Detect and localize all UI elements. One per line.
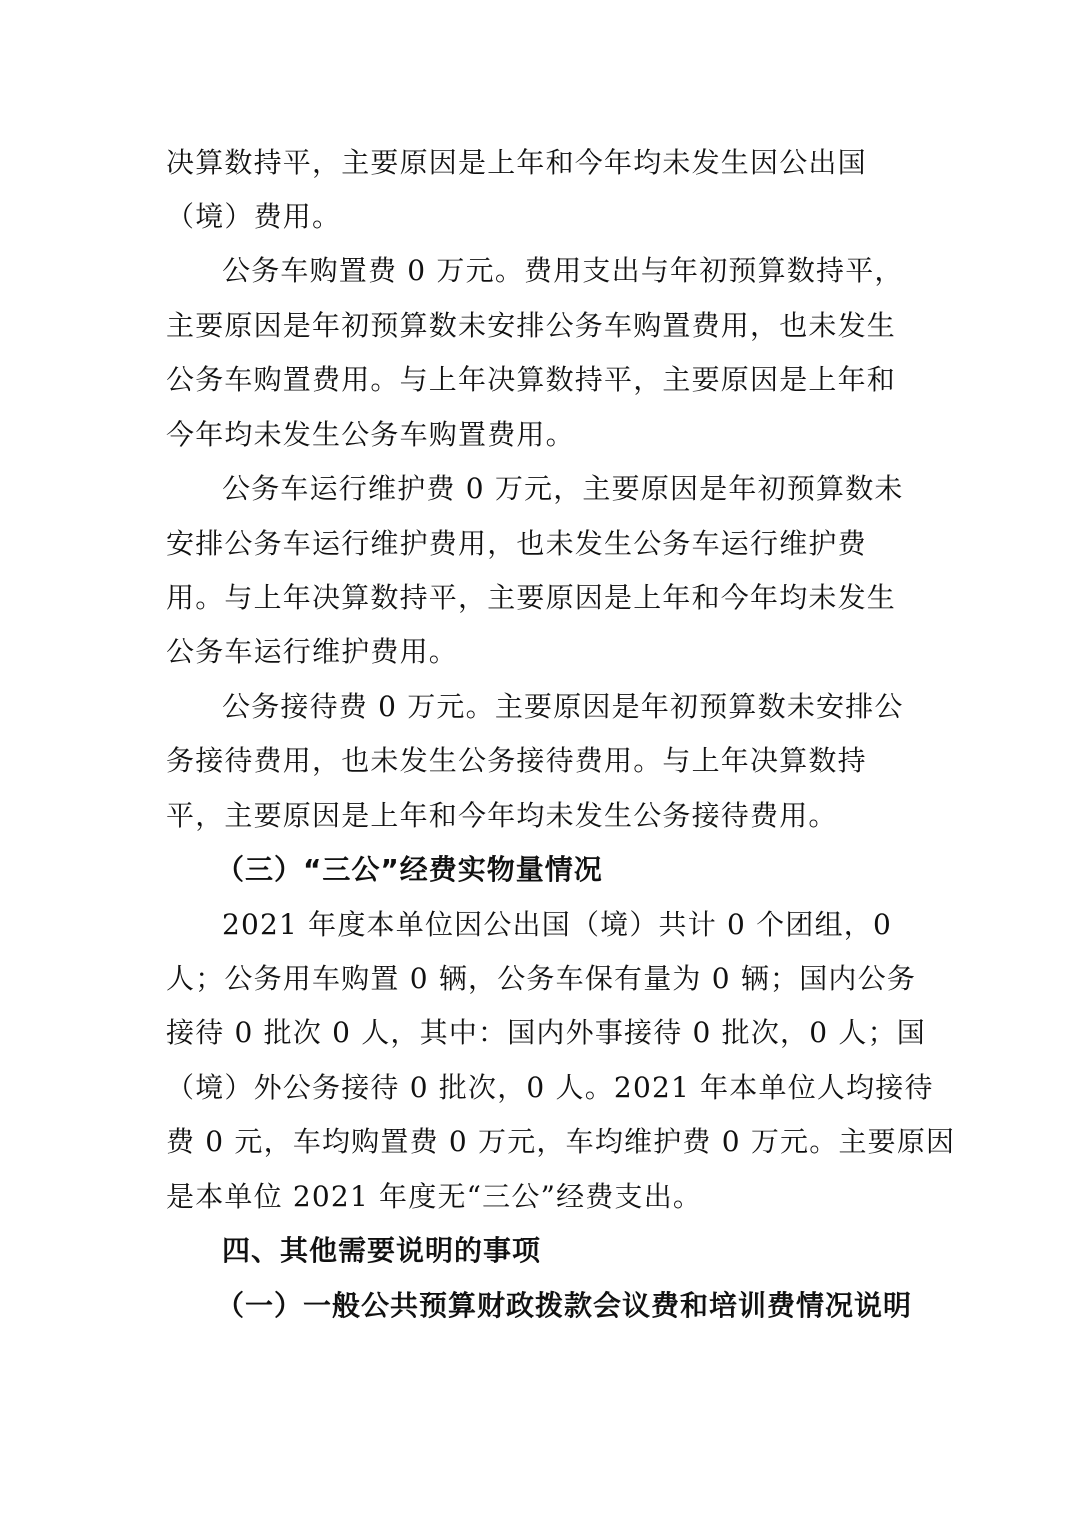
section-heading: （一）一般公共预算财政拨款会议费和培训费情况说明 xyxy=(216,1289,913,1322)
body-text-line: （境）外公务接待 0 批次，0 人。2021 年本单位人均接待 xyxy=(166,1071,934,1104)
body-text-line: 接待 0 批次 0 人，其中：国内外事接待 0 批次，0 人；国 xyxy=(166,1016,926,1049)
body-text-line: 今年均未发生公务车购置费用。 xyxy=(166,418,575,451)
body-text-line: 人；公务用车购置 0 辆，公务车保有量为 0 辆；国内公务 xyxy=(166,962,917,995)
body-text-line: 主要原因是年初预算数未安排公务车购置费用，也未发生 xyxy=(166,309,897,342)
body-text-line: 公务车购置费用。与上年决算数持平，主要原因是上年和 xyxy=(166,363,897,396)
body-text-line: 用。与上年决算数持平，主要原因是上年和今年均未发生 xyxy=(166,581,897,614)
body-text-line: 公务车购置费 0 万元。费用支出与年初预算数持平， xyxy=(222,254,904,287)
body-text-line: 平，主要原因是上年和今年均未发生公务接待费用。 xyxy=(166,799,838,832)
body-text-line: 务接待费用，也未发生公务接待费用。与上年决算数持 xyxy=(166,744,867,777)
body-text-line: 费 0 元，车均购置费 0 万元，车均维护费 0 万元。主要原因 xyxy=(166,1125,956,1158)
body-text-line: 2021 年度本单位因公出国（境）共计 0 个团组，0 xyxy=(222,908,892,941)
body-text-line: 决算数持平，主要原因是上年和今年均未发生因公出国 xyxy=(166,146,867,179)
body-text-line: 公务接待费 0 万元。主要原因是年初预算数未安排公 xyxy=(222,690,904,723)
body-text-line: 安排公务车运行维护费用，也未发生公务车运行维护费 xyxy=(166,527,867,560)
chapter-heading: 四、其他需要说明的事项 xyxy=(222,1234,542,1267)
section-heading: （三）“三公”经费实物量情况 xyxy=(216,853,603,886)
body-text-line: （境）费用。 xyxy=(166,200,342,233)
body-text-line: 公务车运行维护费 0 万元，主要原因是年初预算数未 xyxy=(222,472,904,505)
body-text-line: 是本单位 2021 年度无“三公”经费支出。 xyxy=(166,1180,703,1213)
body-text-line: 公务车运行维护费用。 xyxy=(166,635,459,668)
